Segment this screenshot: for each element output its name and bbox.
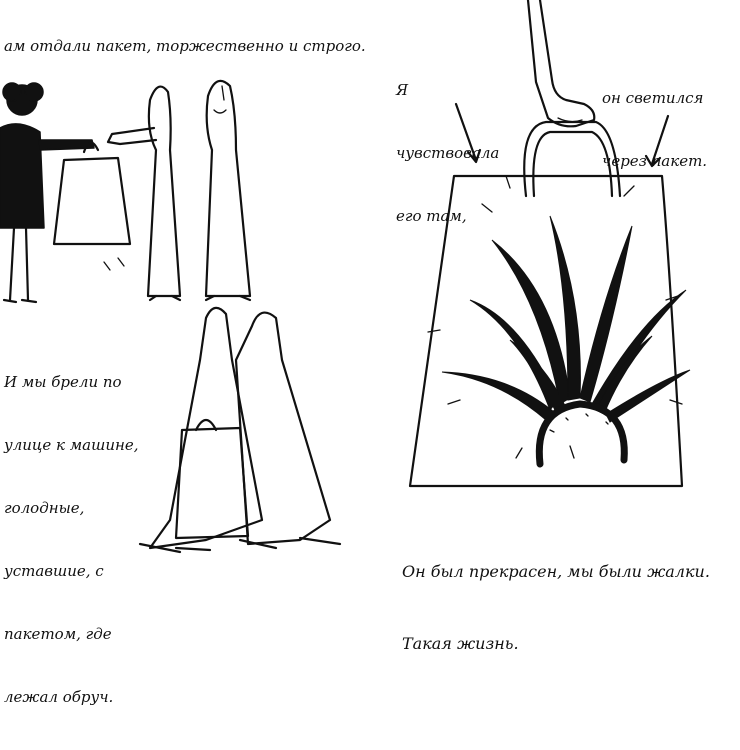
caption-conclusion [402, 512, 710, 704]
caption-line: чувствовала [396, 144, 500, 162]
caption-line: улице к машине, [4, 436, 139, 454]
left-comic-page [0, 0, 370, 706]
caption-line: голодные, [4, 499, 85, 517]
caption-line: уставшие, с [4, 562, 104, 580]
caption-bag-given: ам отдали пакет, торжественно и строго. [4, 37, 366, 55]
caption-line: Он был прекрасен, мы были жалки. [402, 562, 710, 581]
figure-woman-curly-hair [0, 83, 94, 302]
caption-felt-it [396, 38, 499, 269]
arm-holding-bag [528, 0, 594, 126]
caption-glowing [602, 46, 707, 214]
caption-walking-block [4, 330, 139, 750]
caption-line: Я [396, 81, 409, 99]
caption-line: пакетом, где [4, 625, 112, 643]
caption-line: лежал обруч. [4, 688, 114, 706]
figure-robed-standing [206, 81, 250, 300]
caption-line: он светился [602, 89, 704, 107]
figures-walking [140, 308, 340, 552]
hoop-headband [539, 404, 624, 464]
caption-line: через пакет. [602, 152, 708, 170]
figure-robed-receiver [108, 87, 180, 300]
caption-line: его там, [396, 207, 467, 225]
caption-line: Такая жизнь. [402, 634, 519, 653]
right-comic-page [370, 0, 740, 653]
caption-line: И мы брели по [4, 373, 122, 391]
plastic-bag-handed [54, 142, 130, 270]
